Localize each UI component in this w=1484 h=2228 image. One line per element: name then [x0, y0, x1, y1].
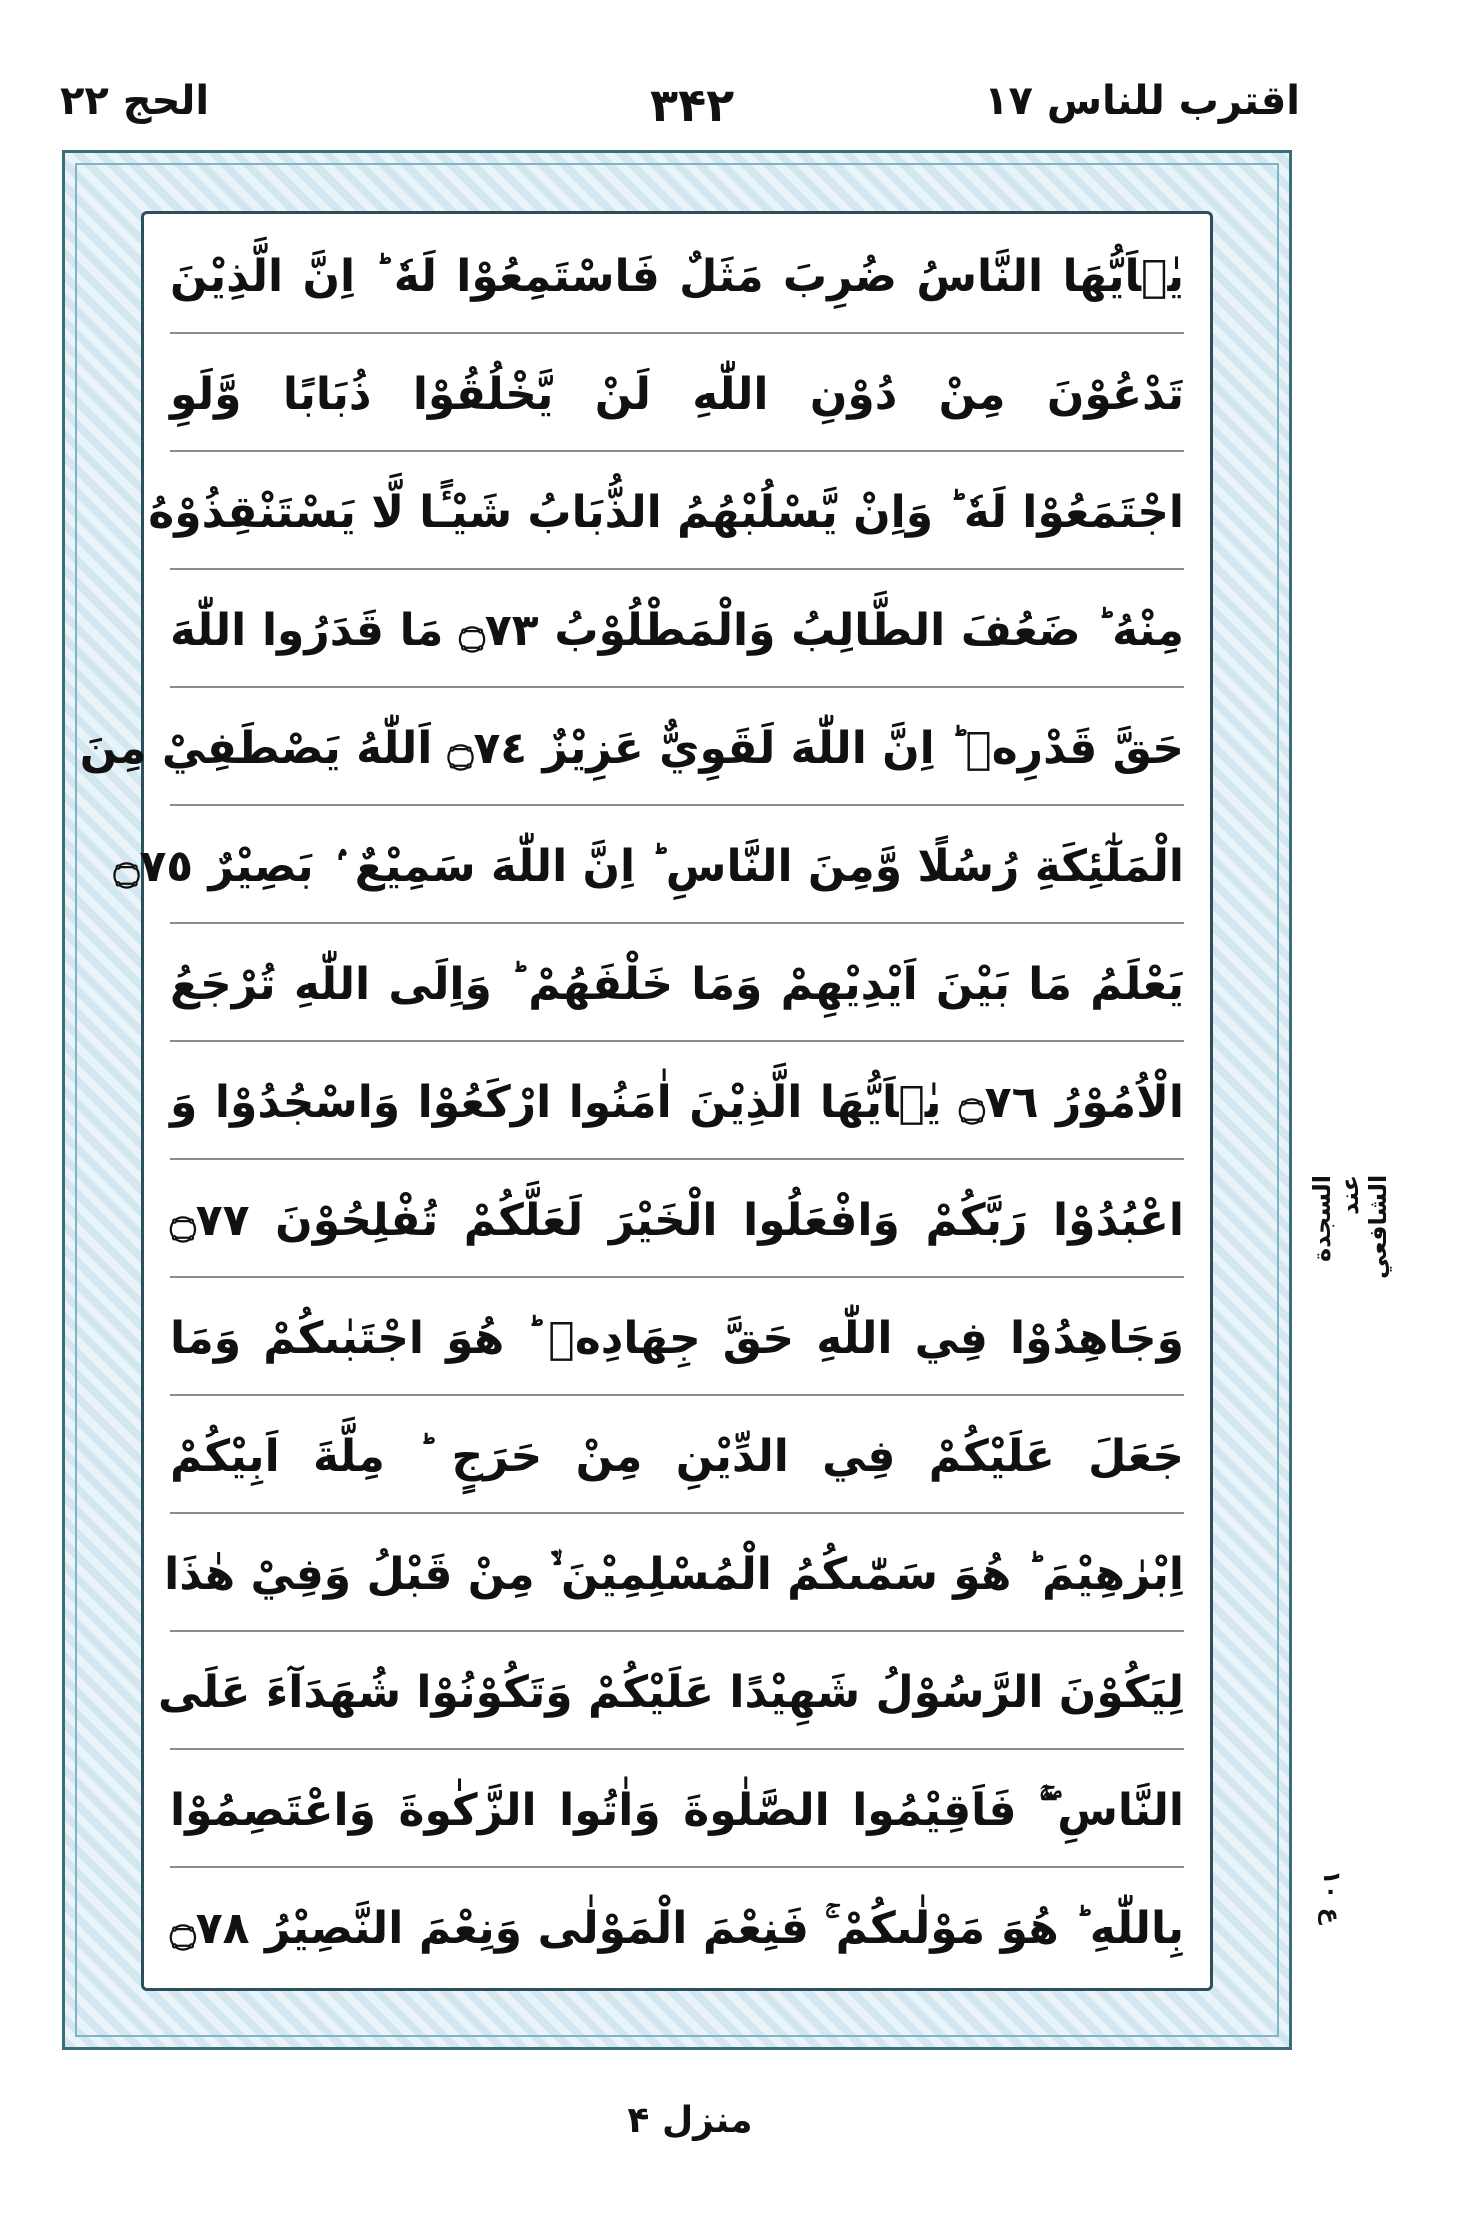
- page-header: [60, 78, 1300, 138]
- text-line-4: مِنْهُ ؕ ضَعُفَ الطَّالِبُ وَالْمَطْلُوْبُ ۝٧٣ مَا قَدَرُوا اللّٰهَ: [170, 576, 1184, 688]
- sajda-margin-note: السجدة عند الشافعي: [1308, 1175, 1392, 1280]
- text-line-12: اِبْرٰهِيْمَ ؕ هُوَ سَمّٰىكُمُ الْمُسْلِمِيْنَ ۙ۬ مِنْ قَبْلُ وَفِيْ هٰذَا: [170, 1520, 1184, 1632]
- text-line-15: بِاللّٰهِ ؕ هُوَ مَوْلٰىكُمْ ۚ فَنِعْمَ الْمَوْلٰى وَنِعْمَ النَّصِيْرُ ۝٧٨: [170, 1903, 1184, 1954]
- text-line-5: حَقَّ قَدْرِهٖ ؕ اِنَّ اللّٰهَ لَقَوِيٌّ عَزِيْزٌ ۝٧٤ اَللّٰهُ يَصْطَفِيْ مِنَ: [170, 694, 1184, 806]
- text-line-7: يَعْلَمُ مَا بَيْنَ اَيْدِيْهِمْ وَمَا خَلْفَهُمْ ؕ وَاِلَى اللّٰهِ تُرْجَعُ: [170, 930, 1184, 1042]
- text-line-2: تَدْعُوْنَ مِنْ دُوْنِ اللّٰهِ لَنْ يَّخْلُقُوْا ذُبَابًا وَّلَوِ: [170, 340, 1184, 452]
- text-line-3: اجْتَمَعُوْا لَهٗ ؕ وَاِنْ يَّسْلُبْهُمُ الذُّبَابُ شَيْـًٔا لَّا يَسْتَنْقِذُوْهُ: [170, 458, 1184, 570]
- text-line-8: الْاُمُوْرُ ۝٧٦ يٰۤاَيُّهَا الَّذِيْنَ اٰمَنُوا ارْكَعُوْا وَاسْجُدُوْا وَ: [170, 1048, 1184, 1160]
- manzil-label: منزل ۴: [627, 2100, 753, 2141]
- quran-text-panel: [79, 211, 1213, 1991]
- text-line-13: لِيَكُوْنَ الرَّسُوْلُ شَهِيْدًا عَلَيْكُمْ وَتَكُوْنُوْا شُهَدَآءَ عَلَى: [170, 1638, 1184, 1750]
- ruku-margin-mark: ع ١٠: [1318, 1870, 1346, 1925]
- surah-label: الحج ٢٢: [60, 78, 210, 124]
- juz-label: اقترب للناس ١٧: [984, 78, 1300, 124]
- decorative-border: [62, 150, 1292, 2050]
- text-line-14: النَّاسِ ۖۚ فَاَقِيْمُوا الصَّلٰوةَ وَاٰتُوا الزَّكٰوةَ وَاعْتَصِمُوْا: [170, 1756, 1184, 1868]
- text-line-9: اعْبُدُوْا رَبَّكُمْ وَافْعَلُوا الْخَيْرَ لَعَلَّكُمْ تُفْلِحُوْنَ ۝٧٧: [170, 1166, 1184, 1278]
- text-line-11: جَعَلَ عَلَيْكُمْ فِي الدِّيْنِ مِنْ حَرَجٍ ؕ مِلَّةَ اَبِيْكُمْ: [170, 1402, 1184, 1514]
- text-line-1: يٰۤاَيُّهَا النَّاسُ ضُرِبَ مَثَلٌ فَاسْتَمِعُوْا لَهٗ ؕ اِنَّ الَّذِيْنَ: [170, 222, 1184, 334]
- page-number: ۳۴۲: [650, 78, 735, 132]
- text-line-10: وَجَاهِدُوْا فِي اللّٰهِ حَقَّ جِهَادِهٖ ؕ هُوَ اجْتَبٰىكُمْ وَمَا: [170, 1284, 1184, 1396]
- text-line-6: الْمَلٰٓئِكَةِ رُسُلًا وَّمِنَ النَّاسِ ؕ اِنَّ اللّٰهَ سَمِيْعٌ ۢ بَصِيْرٌ ۝٧٥: [170, 812, 1184, 924]
